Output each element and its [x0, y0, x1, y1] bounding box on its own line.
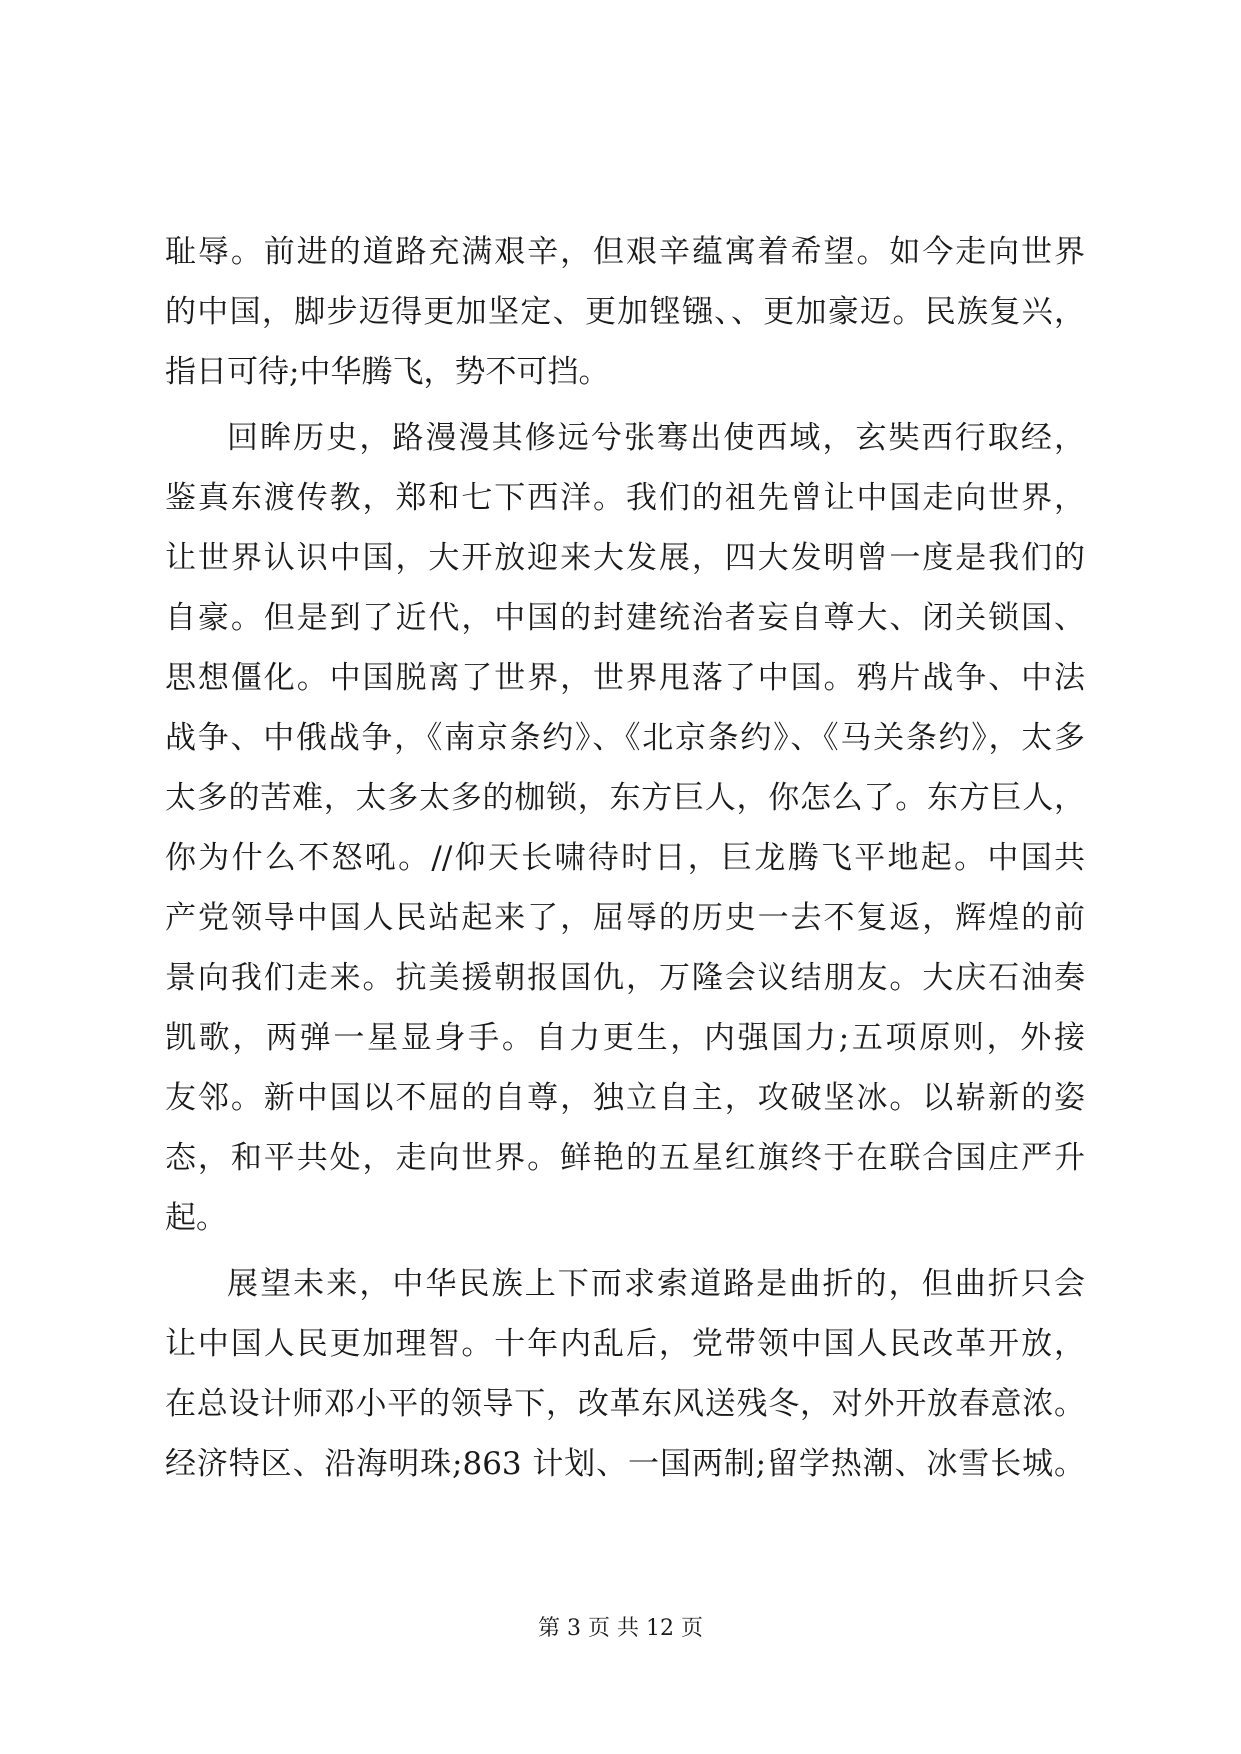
- text-line: 让世界认识中国，大开放迎来大发展，四大发明曾一度是我们的: [165, 540, 1085, 576]
- text-line: 经济特区、沿海明珠;863 计划、一国两制;留学热潮、冰雪长城。: [165, 1446, 1085, 1482]
- text-line: 回眸历史，路漫漫其修远兮张骞出使西域，玄奘西行取经，: [227, 420, 1085, 456]
- text-line: 在总设计师邓小平的领导下，改革东风送残冬，对外开放春意浓。: [165, 1386, 1085, 1422]
- page-number-footer: 第 3 页 共 12 页: [538, 1616, 703, 1641]
- text-line: 鉴真东渡传教，郑和七下西洋。我们的祖先曾让中国走向世界，: [165, 480, 1085, 516]
- text-line: 的中国，脚步迈得更加坚定、更加铿镪、、更加豪迈。民族复兴，: [165, 294, 1085, 330]
- text-line: 你为什么不怒吼。//仰天长啸待时日，巨龙腾飞平地起。中国共: [165, 840, 1085, 876]
- text-line: 友邻。新中国以不屈的自尊，独立自主，攻破坚冰。以崭新的姿: [165, 1080, 1085, 1116]
- text-line: 展望未来，中华民族上下而求索道路是曲折的，但曲折只会: [227, 1266, 1085, 1302]
- text-line: 自豪。但是到了近代，中国的封建统治者妄自尊大、闭关锁国、: [165, 600, 1085, 636]
- text-line: 让中国人民更加理智。十年内乱后，党带领中国人民改革开放，: [165, 1326, 1085, 1362]
- text-line: 指日可待;中华腾飞，势不可挡。: [165, 354, 610, 390]
- text-line: 起。: [165, 1200, 227, 1236]
- text-line: 战争、中俄战争，《南京条约》、《北京条约》、《马关条约》，太多: [165, 720, 1085, 756]
- text-line: 产党领导中国人民站起来了，屈辱的历史一去不复返，辉煌的前: [165, 900, 1085, 936]
- text-line: 凯歌，两弹一星显身手。自力更生，内强国力;五项原则，外接: [165, 1020, 1085, 1056]
- text-line: 景向我们走来。抗美援朝报国仇，万隆会议结朋友。大庆石油奏: [165, 960, 1085, 996]
- text-line: 思想僵化。中国脱离了世界，世界甩落了中国。鸦片战争、中法: [165, 660, 1085, 696]
- text-line: 耻辱。前进的道路充满艰辛，但艰辛蕴寓着希望。如今走向世界: [165, 234, 1085, 270]
- text-line: 态，和平共处，走向世界。鲜艳的五星红旗终于在联合国庄严升: [165, 1140, 1085, 1176]
- document-body: [165, 222, 1085, 1494]
- text-line: 太多的苦难，太多太多的枷锁，东方巨人，你怎么了。东方巨人，: [165, 780, 1085, 816]
